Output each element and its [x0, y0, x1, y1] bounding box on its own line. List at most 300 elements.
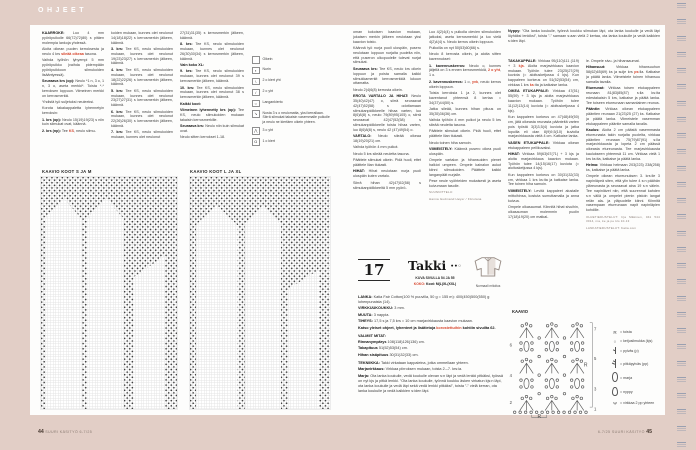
paragraph	[429, 179, 501, 189]
paragraph	[180, 102, 244, 107]
edge-mark	[677, 52, 686, 57]
paragraph	[429, 30, 501, 44]
paragraph	[180, 86, 244, 100]
paragraph	[180, 69, 244, 83]
text-run: Etureunat:	[586, 86, 609, 91]
text-run: LANKATIEDUSTELUT: Katia.com	[586, 225, 637, 230]
legend-label: = pylväs (p)	[620, 349, 639, 354]
text-run: HIHAT:	[508, 152, 523, 156]
text-run: Seuraava krs (op):	[42, 79, 76, 84]
crochet-symbol-icon: Ψ	[613, 400, 617, 406]
text-run: Tee KS, neulo silmukoiden mukaan, kunnes olet neulonut 18(22)22(26) s kerrosmerkin jälkeen, käännä.	[111, 67, 173, 87]
text-run: Puikoilla on nyt 50(53)60(66) s.	[429, 46, 481, 51]
chart-title-s-m: KAAVIO KOOT S JA M	[42, 169, 92, 174]
edge-mark	[677, 247, 686, 252]
text-run: Hihansuut:	[586, 65, 616, 70]
paragraph	[429, 158, 501, 177]
text-run: Marja:	[358, 373, 371, 378]
paragraph	[353, 158, 421, 168]
text-run: ”Ota lanka koukulle, työnnä koukku silmukan läpi, ota lanka koukulle ja vedä läpi löyhäksi lenkiksi”, toista ”-” samaan s:aan vielä 2 kertaa, ota lanka koukulle ja vedä kaikkien s:iden läpi.	[508, 29, 660, 43]
text-run: Virkkaa helmaan 203(223) 238(258) ks, katkaise ja päätä lanka.	[586, 163, 660, 173]
paragraph	[429, 129, 501, 139]
text-run: , neulo silmu-	[73, 128, 96, 133]
edge-mark	[677, 19, 686, 24]
text-run: Virkkaa 47(51) 55(59) + 3 kjs ja aloita marjavirkkaus kaavion mukaan. Työhön tulee 11(12)13(14) kuviota (= aloitusketjussa 4 kjs).	[508, 89, 579, 113]
paragraph	[358, 306, 504, 311]
edge-mark	[677, 263, 686, 268]
edge-mark	[677, 279, 686, 284]
text-run: Nyppy:	[508, 29, 523, 33]
knit-symbol-legend	[252, 56, 330, 149]
knit-chart-l-xl	[189, 176, 331, 410]
paragraph	[358, 295, 504, 305]
text-run: :ita ja katkaise lanka.	[533, 83, 569, 88]
paragraph	[508, 173, 579, 187]
stitch-symbol-icon: \	[252, 78, 260, 86]
crochet-symbol-icon	[610, 372, 620, 383]
text-run: Neulo 8 kerrosta oikein, ja aloita sitten kavennukset:	[429, 52, 501, 62]
legend-row	[252, 67, 330, 75]
paragraph	[358, 313, 504, 318]
text-run: Tee	[61, 128, 69, 133]
text-run: Pese neule vyöhteiden mukaisesti ja aseta kuivumaan tasolle.	[429, 179, 501, 188]
row-number: 4	[509, 372, 512, 378]
text-run: korostettuihin	[436, 325, 462, 330]
text-run: SUUNNITTELU:	[429, 190, 454, 195]
paragraph	[111, 68, 173, 87]
paragraph	[586, 59, 660, 64]
paragraph	[586, 215, 660, 225]
paragraph	[358, 353, 504, 358]
text-run: Jatka sileää, kunnes hihan pituus on 35(35)36(36) cm.	[429, 106, 501, 116]
paragraph	[353, 46, 421, 65]
edge-mark	[677, 426, 686, 431]
paragraph	[353, 181, 421, 191]
paragraph	[358, 346, 504, 351]
paragraph	[586, 65, 660, 84]
legend-label: = toista	[620, 330, 632, 335]
text-run: Takapituus	[358, 346, 379, 351]
edge-mark	[677, 133, 686, 138]
text-run: Tee KS, neulo silmukoiden mukaan, kunnes olet neulonut 39 s kerrosmerkin jälkeen, käännä.	[180, 69, 244, 84]
sweater-column-a	[353, 30, 421, 252]
paragraph	[353, 145, 421, 150]
legend-label: 2 o kiert yht	[262, 78, 281, 83]
legend-row	[252, 110, 330, 124]
paragraph	[429, 52, 501, 62]
text-run: 1. kavennuskerros:	[429, 63, 469, 68]
chart-panel	[196, 205, 238, 409]
paragraph	[180, 42, 244, 61]
text-run: Kaikki koot:	[180, 101, 201, 106]
text-run: KOKO:	[413, 281, 427, 286]
edge-mark	[677, 231, 686, 236]
text-run: . Aloita marjavirkkaus kaavion mukaan. Työhön tulee 23(25)27(29) kuviota (= aloitusketjussa 4 kjs). Kun kappaleen korkeus on 51(52)53(54) cm, virkkaa 1 krs	[508, 63, 579, 88]
finished-measurements	[358, 334, 504, 358]
nyppy-definition	[508, 29, 660, 57]
paragraph	[111, 89, 173, 108]
paragraph	[358, 319, 504, 324]
text-run: 3. krs:	[111, 47, 126, 52]
edge-mark	[677, 198, 686, 203]
legend-row	[252, 100, 330, 108]
text-run: Neulo toinen hiha samoin.	[429, 140, 472, 145]
text-run: TIHEYS:	[358, 319, 375, 324]
paragraph	[180, 124, 244, 134]
text-run: 1. krs (op):	[42, 117, 63, 122]
text-run: 6. krs:	[111, 109, 126, 114]
crochet-chart	[505, 316, 602, 419]
takki-column-d	[586, 59, 660, 311]
text-run: Luo 4(2)4(4) s puikolla olevien silmukoiden jatkoksi, aseta kerrosmerkki ja luo vielä 4(2)4(4) s. Neulo kerros oikein loppuun.	[429, 30, 501, 44]
edge-mark	[677, 84, 686, 89]
text-run: Kaulus:	[586, 127, 602, 132]
takki-column-c	[508, 59, 579, 307]
legend-row	[610, 359, 668, 369]
row-number: 6	[509, 342, 512, 348]
chart-panel	[288, 270, 319, 409]
text-run: Aloita 2 cm päästä vasemmasta etureunasta takin nurjalta puolelta, virkkaa pääntien reunaan 75(79)87(91) s:lla marjavirkkausta ja lopeta 2 cm päässä oikeasta etureunasta. Tee marjavirkkausta kaulukseen yhteensä 11 cm. Virkkaa vielä 1 krs ks:ita, katkaise ja päätä lanka.	[586, 127, 660, 161]
edge-mark	[677, 393, 686, 398]
paragraph	[429, 147, 501, 157]
paragraph	[42, 106, 104, 116]
text-run: TAKAKAPPALE:	[508, 59, 538, 63]
text-run: Viimeinen lyhennetty krs (op):	[180, 107, 239, 112]
paragraph	[508, 115, 579, 139]
text-run: Ompele vartalon ja hihansuiden pienet halkiot umpeen. Ompele kainalon aukot kiinni silmukoiden. Päättele kaikki langanpäät nurjalle.	[429, 158, 501, 177]
text-run: 2 o yht	[488, 68, 500, 73]
paragraph	[358, 367, 504, 372]
paragraph	[358, 374, 504, 394]
text-run: 9. krs:	[180, 69, 196, 74]
legend-row	[610, 387, 668, 398]
crochet-symbol-legend	[610, 330, 668, 409]
edge-mark	[677, 117, 686, 122]
fit-illustration	[470, 255, 506, 288]
text-run: Katso yleiset ohjeet, lyhenteet ja lisätietoja	[358, 325, 437, 330]
text-run: tasona.	[83, 51, 97, 56]
text-run: Seuraava krs:	[353, 66, 380, 71]
text-run: VASEN ETUKAPPALE:	[508, 140, 553, 145]
row-number: 7	[594, 326, 597, 332]
paragraph	[429, 91, 501, 105]
text-run: Käännä työ nurja puoli ulospäin, pusero neulotaan loppuun nurjalta puolelta niin, että puseron ulkopuolelle tulevat nurjat silmukat.	[353, 46, 421, 65]
text-run: Pääntie:	[586, 107, 606, 112]
text-run: kjs	[518, 63, 524, 68]
text-run: Ompele oikean etureunuksen 3. krs:lle 3 napinläpeä siten, että ylin tulee 4 s:n päähän yläreunasta ja seuraavat aina 19 s:n välein. Tee napinlävet niin, että suurennat kahden s:n väliä ja ompelet pienin pistoin langat reiän ala- ja yläpuolelle kiinni. Kiinnitä vasempaan etureunaan napit napinläpien kohdille.	[586, 174, 660, 213]
text-run: LANKA:	[358, 295, 374, 299]
paragraph	[429, 118, 501, 128]
row-number: 1	[594, 406, 597, 412]
edge-mark	[677, 328, 686, 333]
text-run: Vaihda työhön lyhyempi 5 mm pyöröpuikko (vaihda pidempään pyöröpuikkoon silmukoiden lisääntyessä).	[42, 58, 104, 77]
text-run: VIIMEISTELY:	[508, 188, 535, 193]
text-run: VALMIIT MITAT:	[358, 333, 386, 338]
text-run: VARTALO:	[353, 134, 378, 139]
paragraph	[111, 130, 173, 140]
text-run: Neulo 15(19)19(23) s niin kuin silmukat ovat, käännä.	[42, 117, 104, 127]
edge-mark	[677, 409, 686, 414]
edge-mark	[677, 182, 686, 187]
text-run: Aloita oikean puolen kerroksesta ja neulo 4 krs	[42, 47, 104, 56]
legend-label: Oikein	[262, 56, 273, 61]
text-run: Tee KS, neulo silmukoiden mukaan, kunnes olet neulonut 22(26)26(30) s kerrosmerkin jälkeen, käännä.	[111, 109, 173, 128]
text-run: Hihan sisäpituus	[358, 352, 390, 357]
text-run: Tee KS, neulo krs oikein loppuun ja poista samalla kaikki silmukkamerkit kerrosmerkkiä lukuun ottamatta.	[353, 66, 421, 86]
text-run: Virkkaa oikean etukappaleen peilikuvaksi.	[508, 140, 579, 150]
paragraph	[180, 31, 244, 41]
text-run: OHJETIEDUSTELUT: Irja Mäkinen, 041 544 3014, ma, ke ja pe klo 10-13	[586, 214, 660, 224]
pattern-details	[358, 295, 504, 395]
text-run: 27(31)31(35) s kerrosmerkin jälkeen, käännä.	[180, 31, 244, 40]
paragraph	[353, 134, 421, 144]
difficulty-dots: ●●○	[450, 263, 463, 268]
paragraph	[353, 94, 421, 133]
yarn-info	[358, 295, 504, 324]
crochet-symbol-icon	[610, 347, 620, 355]
crochet-symbol-icon: ○	[613, 338, 617, 344]
edge-mark	[677, 296, 686, 301]
edge-mark	[677, 377, 686, 382]
paragraph	[429, 64, 501, 78]
text-run: 17,5 s ja 7,5 krs = 10 cm marjavirkkausta kaavion mukaan.	[374, 319, 473, 324]
text-run: sileää oikeaa	[61, 51, 84, 56]
paragraph	[508, 205, 579, 219]
text-run: 10. krs:	[180, 85, 197, 90]
edge-mark	[677, 442, 686, 447]
legend-label: 3 o yht	[262, 127, 274, 132]
text-run: Neulo o, kunnes jäljellä on 3 s ennen kerrosmerkkiä,	[429, 63, 501, 73]
text-run: koiden mukaan, kunnes olet neulonut 14(18)18(22) s kerrosmerkin jälkeen, käännä.	[111, 31, 173, 45]
text-run: Tee KS, neulo silmukoiden mukaan, kunnes olet neulonut 26(30)30(34) s kerrosmerkin jälkeen, käännä.	[180, 42, 244, 61]
text-run: yvk	[471, 79, 479, 84]
paragraph	[353, 152, 421, 157]
paragraph	[429, 197, 501, 202]
text-run: Päättele silmukat oikein. Pidä huoli, ettet päättele liian tiukasti.	[429, 129, 501, 139]
text-run: Vaihda työhön 4 mm puikot.	[353, 145, 399, 150]
text-run: Kun kappaleen korkeus on 47(48)49(50) cm, jätä oikeasta reunasta päänteitä varten pois työstä 3(3)3,5(4) kuviota ja jatka lopuilla eli olan 8(9)9,5(10) kuviolla marjavirkkausta vielä 4 cm. Katkaise lanka.	[508, 115, 579, 139]
paragraph	[429, 107, 501, 117]
text-run: 4. krs:	[111, 67, 126, 72]
text-run: Virkkaa oikean etukappaleen pääntien reunaan 21(23)25 (27) ks. Katkaise ja päätä lanka. Viimeistele vasemman etukappaleen pääntie samalla tavalla.	[586, 107, 660, 126]
edge-mark	[677, 166, 686, 171]
paragraph	[429, 190, 501, 195]
text-run: Neulo *1 n, 3 o, 1 n, 3 o, aseta merkki*. Toista *-* kerroksen loppuun. Viimeinen merkki on kerrosmerkki.	[42, 79, 104, 98]
text-run: 2. krs (np):	[42, 128, 62, 133]
paragraph	[353, 30, 421, 44]
chart-panel	[45, 198, 82, 409]
text-run: Hihat neulotaan nurja puoli ulospäin kuten vartalo.	[353, 169, 421, 179]
instruction-column-3	[180, 31, 244, 171]
paragraph	[429, 80, 501, 90]
stitch-symbol-icon: ○	[252, 100, 260, 108]
chart-panel	[87, 198, 124, 409]
text-run: Korota takakappaletta lyhennetyin kerroksin:	[42, 106, 104, 116]
text-run: Toista kerroksia 1 ja 2, kunnes olet kaventanut yhteensä 8 kertaa = 34(37)44(50) s.	[429, 90, 501, 105]
text-run: Virkkaa hihansuuhun 58(62)65(69) ks ja sulje krs	[586, 65, 660, 75]
text-run: Neulo sitten kerrokset 1-18.	[180, 135, 226, 140]
photo-reference: KUVA SIVULLA 54 JA 55	[415, 276, 455, 280]
text-run: KAARROKE:	[42, 31, 73, 35]
text-run: Vaihda työhön 4 mm puikot ja neulo 5 krs sileää neuletta tasona.	[429, 118, 501, 127]
text-run: Tee KS, neulo silmukoiden mukaan, kunnes olet neulonut 19(23)23(27) s kerrosmerkin jälkeen, käännä.	[111, 47, 173, 66]
instruction-column-1	[42, 31, 104, 169]
text-run: :lla. Katkaise ja päätä lanka. Viimeistele toinen hihansuu samalla tavalla.	[586, 70, 660, 84]
text-run: VIIMEISTELY:	[429, 147, 455, 151]
footer-left	[38, 429, 92, 435]
paragraph	[42, 129, 104, 134]
page-spread	[30, 25, 665, 419]
text-run: Marjavirkkaus:	[358, 367, 386, 372]
text-run: Virkkaa piirroksen mukaan, toista 2.–7. krs:ia.	[385, 367, 463, 372]
paragraph	[111, 47, 173, 66]
legend-row	[610, 372, 668, 383]
repeat-letter: R	[537, 414, 542, 419]
paragraph	[508, 189, 579, 203]
section-header: OHJEET	[38, 7, 88, 14]
pattern-intro-block	[352, 253, 505, 413]
stitch-symbol-icon: Ω	[252, 138, 260, 146]
text-run: Rinnanympärys	[358, 339, 388, 344]
text-run: Helma:	[586, 163, 600, 168]
page-number-left: 44	[38, 429, 44, 435]
paragraph	[180, 63, 244, 68]
text-run: Tee KS, neulo silmukoiden mukaan, kunnes olet neulonut 38 s kerrosmerkin jälkeen, käännä.	[180, 85, 244, 100]
legend-row	[252, 127, 330, 135]
pattern-number: 17	[358, 259, 390, 281]
stitch-symbol-icon: ↘	[252, 110, 260, 118]
text-run: 8. krs:	[180, 42, 196, 47]
chart-panel	[133, 256, 164, 409]
text-run: Tee KS, neulo silmukoiden mukaan, kunnes olet neulonut 23(27)27(31) s kerrosmerkin jälkeen, käännä.	[111, 88, 173, 108]
paragraph	[358, 361, 504, 366]
legend-row	[610, 330, 668, 335]
edge-mark	[677, 214, 686, 219]
paragraph	[358, 340, 504, 345]
text-run: Koot: M(L)XL(XXL)	[426, 281, 457, 286]
pattern-title: Takki	[407, 258, 447, 273]
text-run: OIKEA ETUKAPPALE:	[508, 89, 553, 94]
footer-text-left: SUURI KÄSITYÖ 6-7/25	[45, 430, 93, 434]
text-run: Tee KS, neulo silmukoiden mukaan, kunnes olet neulonut	[111, 130, 173, 140]
paragraph	[42, 47, 104, 57]
text-run: 2. kavennuskerros:	[429, 79, 465, 84]
legend-label: Nosta 3 s o neulomatta, yksi kerrallaan. Siirrä silmukat takaisin vasemmalle puikolle ja neulo ne kiertäen oikein yhteen.	[262, 110, 330, 124]
stitch-symbol-icon: ⋀	[252, 127, 260, 135]
paragraph	[42, 100, 104, 105]
text-run: EROTA VARTALO JA HIHAT:	[353, 94, 412, 99]
sweater-column-b	[429, 30, 501, 254]
text-run: KS	[68, 128, 74, 133]
paragraph	[586, 128, 660, 162]
paragraph	[586, 107, 660, 126]
text-run: Virkkaa 59(63)67(71) + 3 kjs ja aloita marjavirkkaus kaavion mukaan. Työhön tulee 14(15)16(17) kuviota (= aloitusketjussa 4 kjs).	[508, 152, 579, 171]
legend-label: = pitkäpylväs (pp)	[620, 361, 649, 366]
paragraph	[586, 174, 660, 213]
row-number: 2	[509, 399, 512, 405]
legend-label: Nurin	[262, 67, 271, 72]
text-run: Neulo 2(4)6(8) kerrosta oikein.	[353, 87, 403, 92]
paragraph	[508, 89, 579, 113]
paragraph	[586, 226, 660, 231]
row-number: 5	[594, 355, 597, 361]
crochet-chart-title: KAAVIO	[512, 309, 528, 314]
edge-mark	[677, 36, 686, 41]
chart-title-l-xl: KAAVIO KOOT L JA XL	[190, 169, 242, 174]
size-line	[400, 282, 470, 286]
paragraph	[429, 141, 501, 146]
paragraph	[42, 79, 104, 98]
crochet-symbol-icon	[610, 387, 620, 398]
text-run: Hanna Gudmand Høyer / Filcolana	[429, 196, 482, 201]
chart-motifs	[513, 323, 587, 414]
text-run: MUUTA:	[358, 312, 374, 317]
text-run: Katia Fair Cotton(100 % puuvilla, 50 g = 155 m): 400(450)500(550) g lohenpunaista (14).	[358, 295, 490, 304]
text-run: Päättele silmukat oikein. Pidä huoli, ettet päättele liian tiukasti.	[353, 158, 421, 168]
text-run: Käännä pusero oikea puoli ulospäin.	[429, 147, 501, 156]
text-run: Virkkaa toisen etukappaleen reunaan 81(83)85(87) s:lla ks:ita edestakaisin 5 krs, katkaise ja päätä lanka. Tee toiseen etureunaan samanlainen reunus.	[586, 86, 660, 105]
legend-label: = virkkaa 2 pp yhteen	[620, 401, 655, 406]
text-run: Takki virkataan kappaleina, jotka ommellaan yhteen.	[381, 360, 469, 365]
crochet-symbol-icon: R	[613, 330, 617, 335]
text-run: Tee KS, neulo silmukoiden mukaan takaisin kerrosmerkille.	[180, 107, 244, 122]
text-run: 108(118)126(136) cm.	[387, 339, 425, 344]
text-run: oman kokoisen kaavion mukaan, jokaisen merkin jälkeen neulotaan yksi kaavion toisto.	[353, 30, 421, 44]
paragraph	[42, 118, 104, 128]
paragraph	[180, 135, 244, 140]
text-run: HIHAT:	[353, 169, 369, 174]
paragraph	[42, 58, 104, 77]
paragraph	[429, 46, 501, 51]
text-run: 30(31)32(33) cm.	[389, 352, 419, 357]
jacket-icon	[471, 255, 505, 278]
text-run: Kun kappaleen korkeus on 30(31)32(33) cm, virkkaa 1 krs ks:ita ja katkaise lanka. Tee toinen hiha samoin.	[508, 172, 579, 187]
legend-label: 2 o yht	[262, 89, 274, 94]
footer-text-right: 6-7/25 SUURI KÄSITYÖ	[597, 430, 645, 434]
text-run: Luo 4 mm pyöröpuikolle 66(72)72(80) s pitäen molempia lankoja yhdessä.	[42, 31, 104, 45]
text-run: ks	[529, 83, 534, 88]
paragraph	[508, 59, 579, 88]
text-run: , neulo kerros oikein loppuun.	[429, 79, 501, 89]
text-run: TEKNIIKKA:	[358, 360, 381, 365]
fit-label: Normaali mitoitus	[475, 284, 501, 288]
text-run: Neulo niin kuin silmukat ovat.	[180, 123, 244, 133]
text-run: Seuraava krs:	[180, 123, 206, 128]
paragraph	[180, 108, 244, 122]
edge-mark	[677, 361, 686, 366]
repeat-letter: R	[583, 362, 588, 369]
footer-right	[598, 429, 652, 435]
edge-mark	[677, 101, 686, 106]
paragraph	[508, 141, 579, 151]
legend-label: 1 o kiert	[262, 138, 275, 143]
legend-row	[610, 401, 668, 406]
chart-panel	[245, 205, 281, 409]
text-run: Neulo sileää oikeaa 18(19)20(21) cm.	[353, 134, 421, 144]
text-run: Neulo 5 krs sileää neuletta tasona.	[353, 151, 410, 156]
paragraph	[353, 88, 421, 93]
legend-label: Langankierto	[262, 100, 283, 105]
technique-info	[358, 361, 504, 394]
legend-label: = nyppy	[620, 389, 633, 394]
legend-row	[252, 56, 330, 64]
paragraph	[353, 169, 421, 179]
edge-mark	[677, 312, 686, 317]
row-number: 3	[594, 386, 597, 392]
text-run: 1 o,	[464, 79, 472, 84]
text-run: ps	[634, 70, 639, 75]
page-edge-marks	[677, 3, 691, 447]
